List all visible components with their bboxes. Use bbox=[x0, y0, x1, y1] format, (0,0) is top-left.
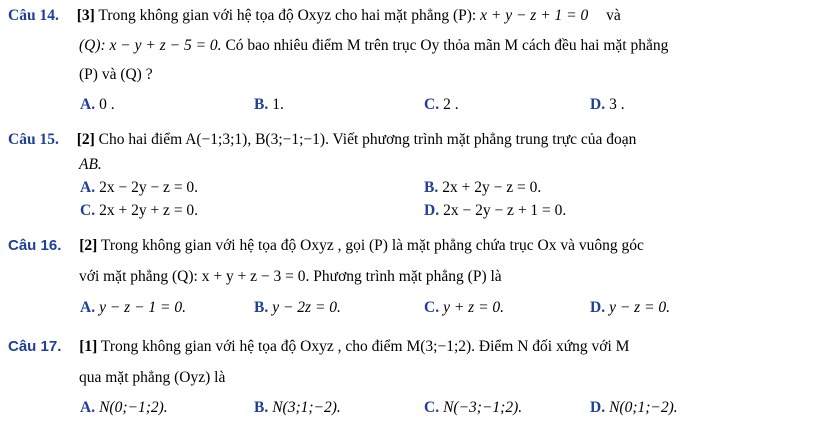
q14-number: Câu 14. bbox=[8, 7, 59, 24]
q15-option-a[interactable]: A. 2x − 2y − z = 0. bbox=[80, 179, 199, 196]
q16-line-1 bbox=[8, 237, 644, 255]
q14-level: [3] bbox=[76, 7, 95, 24]
q17-option-a[interactable]: A. N(0;−1;2). bbox=[80, 399, 168, 416]
q14-tail-1: và bbox=[606, 7, 621, 24]
q16-option-b[interactable]: B. y − 2z = 0. bbox=[254, 299, 341, 316]
q14-math-2: (Q): x − y + z − 5 = 0. bbox=[79, 37, 222, 54]
q16-option-c[interactable]: C. y + z = 0. bbox=[424, 299, 505, 316]
q17-option-d[interactable]: D. N(0;1;−2). bbox=[590, 399, 678, 416]
q15-level: [2] bbox=[76, 131, 95, 148]
q16-option-a[interactable]: A. y − z − 1 = 0. bbox=[80, 299, 186, 316]
q17-text-1: Trong không gian với hệ tọa độ Oxyz , cho điểm M(3;−1;2). Điểm N đối xứng với M bbox=[100, 338, 630, 355]
q14-option-b[interactable]: B. 1. bbox=[254, 96, 284, 113]
q17-option-c[interactable]: C. N(−3;−1;2). bbox=[424, 399, 523, 416]
q15-text-2: AB. bbox=[79, 156, 102, 173]
q14-line-3 bbox=[79, 66, 153, 84]
q15-option-d[interactable]: D. 2x − 2y − z + 1 = 0. bbox=[424, 202, 567, 219]
q15-line-1 bbox=[8, 131, 636, 149]
q14-line-1 bbox=[8, 7, 621, 25]
q15-option-c[interactable]: C. 2x + 2y + z = 0. bbox=[80, 202, 199, 219]
q14-text-1: Trong không gian với hệ tọa độ Oxyz cho hai mặt phẳng (P): bbox=[98, 7, 477, 24]
q15-text-1: Cho hai điểm A(−1;3;1), B(3;−1;−1). Viết phương trình mặt phẳng trung trực của đoạn bbox=[98, 131, 637, 148]
q15-option-b[interactable]: B. 2x + 2y − z = 0. bbox=[424, 179, 542, 196]
q14-option-d[interactable]: D. 3 . bbox=[590, 96, 625, 113]
q15-line-2 bbox=[79, 156, 102, 174]
q14-text-2: Có bao nhiêu điểm M trên trục Oy thỏa mãn M cách đều hai mặt phẳng bbox=[225, 37, 669, 54]
q17-number: Câu 17. bbox=[8, 338, 62, 355]
q16-number: Câu 16. bbox=[8, 237, 62, 254]
q14-line-2 bbox=[79, 37, 668, 55]
q16-text-2: với mặt phẳng (Q): x + y + z − 3 = 0. Phương trình mặt phẳng (P) là bbox=[79, 268, 502, 285]
q17-option-b[interactable]: B. N(3;1;−2). bbox=[254, 399, 341, 416]
q16-level: [2] bbox=[79, 237, 98, 254]
q17-level: [1] bbox=[79, 338, 98, 355]
q14-option-a[interactable]: A. 0 . bbox=[80, 96, 115, 113]
q14-math-1: x + y − z + 1 = 0 bbox=[480, 7, 589, 24]
q16-option-d[interactable]: D. y − z = 0. bbox=[590, 299, 671, 316]
q17-text-2: qua mặt phẳng (Oyz) là bbox=[79, 369, 226, 386]
q16-text-1: Trong không gian với hệ tọa độ Oxyz , gọi (P) là mặt phẳng chứa trục Ox và vuông góc bbox=[100, 237, 644, 254]
q15-number: Câu 15. bbox=[8, 131, 59, 148]
q17-line-2 bbox=[79, 369, 225, 387]
q16-line-2 bbox=[79, 268, 502, 286]
q17-line-1 bbox=[8, 338, 629, 356]
q14-text-3: (P) và (Q) ? bbox=[79, 66, 153, 83]
q14-option-c[interactable]: C. 2 . bbox=[424, 96, 459, 113]
